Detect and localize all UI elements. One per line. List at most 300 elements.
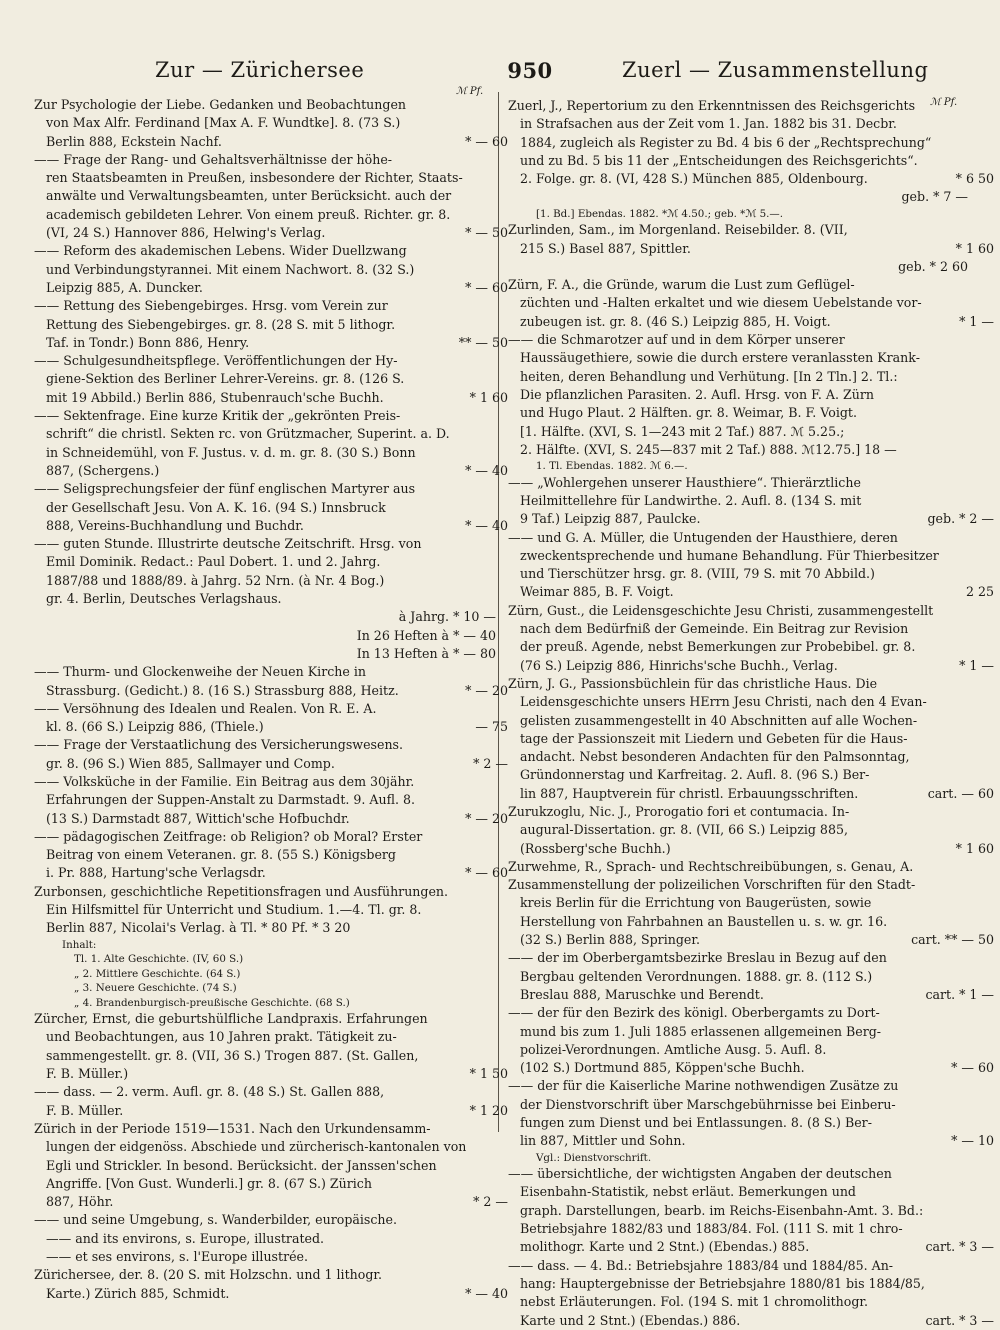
entry-line — [34, 682, 508, 700]
entry-text: Weimar 885, B. F. Voigt. — [520, 584, 674, 600]
entry-text: zweckentsprechende und humane Behandlung. Für Thierbesitzer — [520, 547, 939, 563]
entry-line — [34, 1248, 496, 1266]
entry-line — [508, 1151, 968, 1166]
entry-line — [508, 1183, 968, 1201]
currency-label-left: ℳ Pf. — [456, 86, 484, 97]
entry-text: Betriebsjahre 1882/83 und 1883/84. Fol. (111 S. mit 1 chro- — [520, 1221, 903, 1237]
entry-line — [508, 986, 994, 1004]
entry-line — [508, 1114, 968, 1132]
entry-text: Rettung des Siebengebirges. gr. 8. (28 S. mit 5 lithogr. — [46, 316, 396, 332]
entry-line — [508, 221, 968, 239]
entry-line — [34, 444, 496, 462]
entry-text: Berlin 888, Eckstein Nachf. — [46, 133, 222, 149]
entry-line — [34, 572, 496, 590]
entry-text: fungen zum Dienst und bei Entlassungen. 8. (8 S.) Ber- — [520, 1115, 872, 1131]
catalog-entry — [508, 1165, 994, 1256]
entry-text: —— Frage der Verstaatlichung des Versicherungswesens. — [34, 737, 404, 753]
entry-text: —— Reform des akademischen Lebens. Wider Duellzwang — [34, 243, 407, 259]
entry-text: Zürn, J. G., Passionsbüchlein für das christliche Haus. Die — [508, 675, 878, 691]
entry-line — [508, 766, 968, 784]
entry-text: der preuß. Agende, nebst Bemerkungen zur Probebibel. gr. 8. — [520, 639, 916, 655]
entry-text: Angriffe. [Von Gust. Wunderli.] gr. 8. (67 S.) Zürich — [46, 1175, 372, 1191]
entry-price: ** — 50 — [458, 334, 508, 350]
entry-line — [34, 1102, 508, 1120]
catalog-entry — [34, 1083, 508, 1120]
catalog-entry — [508, 97, 994, 207]
entry-price: * — 40 — [465, 517, 508, 533]
entry-text: Karte und 2 Stnt.) (Ebendas.) 886. — [520, 1312, 741, 1328]
entry-text: —— et ses environs, s. l'Europe illustrée. — [46, 1249, 309, 1265]
entry-line — [508, 97, 968, 115]
entry-text: Zürichersee, der. 8. (20 S. mit Holzschn. und 1 lithogr. — [34, 1267, 383, 1283]
entry-text: Breslau 888, Maruschke und Berendt. — [520, 986, 764, 1002]
entry-text: augural-Dissertation. gr. 8. (VII, 66 S.) Leipzig 885, — [520, 822, 848, 838]
entry-line — [34, 791, 496, 809]
entry-text: Eisenbahn-Statistik, nebst erläut. Bemerkungen und — [520, 1184, 856, 1200]
entry-line — [508, 459, 968, 474]
entry-line — [34, 1175, 496, 1193]
entry-line — [34, 1193, 508, 1211]
entry-line — [34, 1157, 496, 1175]
entry-text: graph. Darstellungen, bearb. im Reichs-Eisenbahn-Amt. 3. Bd.: — [520, 1202, 924, 1218]
catalog-entry — [508, 1004, 994, 1077]
entry-line — [508, 620, 968, 638]
entry-line — [508, 712, 968, 730]
entry-line — [34, 718, 508, 736]
entry-price: * 1 60 — [955, 240, 994, 256]
entry-line — [508, 188, 968, 206]
entry-line — [34, 700, 496, 718]
entry-line — [508, 510, 994, 528]
entry-line — [34, 187, 496, 205]
entry-text: à Jahrg. * 10 — — [398, 609, 496, 625]
entry-line — [34, 1138, 496, 1156]
entry-price: * 2 — — [473, 1194, 508, 1210]
entry-line — [508, 858, 968, 876]
entry-line — [508, 1023, 968, 1041]
entry-text: schrift“ die christl. Sekten rc. von Grützmacher, Superint. a. D. — [46, 426, 450, 442]
entry-line — [508, 152, 968, 170]
entry-text: giene-Sektion des Berliner Lehrer-Vereins. gr. 8. (126 S. — [46, 371, 405, 387]
entry-text: Beitrag von einem Veteranen. gr. 8. (55 S.) Königsberg — [46, 847, 396, 863]
header-left-title: Zur — Zürichersee — [155, 58, 365, 82]
entry-line — [34, 480, 496, 498]
entry-text: „ 2. Mittlere Geschichte. (64 S.) — [74, 967, 241, 980]
page-header — [30, 58, 970, 92]
entry-line — [34, 901, 496, 919]
entry-line — [34, 938, 496, 953]
entry-price: * 1 — — [959, 313, 994, 329]
entry-text: gelisten zusammengestellt in 40 Abschnitten auf alle Wochen- — [520, 712, 918, 728]
entry-text: polizei-Verordnungen. Amtliche Ausg. 5. Aufl. 8. — [520, 1041, 827, 1057]
entry-text: In 13 Heften à * — 80 — [356, 645, 496, 661]
entry-text: Zur Psychologie der Liebe. Gedanken und Beobachtungen — [34, 97, 407, 112]
entry-line — [508, 1096, 968, 1114]
entry-text: —— Sektenfrage. Eine kurze Kritik der „gekrönten Preis- — [34, 408, 401, 424]
entry-text: Zurukzoglu, Nic. J., Prorogatio fori et contumacia. In- — [508, 803, 850, 819]
entry-price: * 1 20 — [469, 1102, 508, 1118]
entry-price: * — 20 — [465, 810, 508, 826]
header-right-title: Zuerl — Zusammenstellung — [622, 58, 929, 82]
entry-text: Tl. 1. Alte Geschichte. (IV, 60 S.) — [74, 953, 244, 966]
entry-text: i. Pr. 888, Hartung'sche Verlagsdr. — [46, 865, 266, 881]
entry-text: sammengestellt. gr. 8. (VII, 36 S.) Trogen 887. (St. Gallen, — [46, 1047, 419, 1063]
entry-price: — 75 — [475, 719, 508, 735]
entry-line — [34, 407, 496, 425]
entry-line — [34, 1211, 496, 1229]
entry-price: cart. * 1 — — [925, 986, 994, 1002]
entry-text: —— die Schmarotzer auf und in dem Körper unserer — [508, 332, 845, 348]
entry-price: * 1 50 — [469, 1066, 508, 1082]
entry-text: und Hugo Plaut. 2 Hälften. gr. 8. Weimar, B. F. Voigt. — [520, 405, 857, 421]
entry-line — [508, 474, 968, 492]
entry-line — [34, 389, 508, 407]
entry-text: Zurwehme, R., Sprach- und Rechtschreibübungen, s. Genau, A. — [508, 858, 914, 874]
entry-text: Zürich in der Periode 1519—1531. Nach den Urkundensamm- — [34, 1120, 431, 1136]
entry-line — [508, 894, 968, 912]
entry-line — [508, 529, 968, 547]
entry-line — [508, 1293, 968, 1311]
entry-line — [508, 404, 968, 422]
entry-line — [508, 821, 968, 839]
entry-line — [508, 1312, 994, 1330]
entry-line — [34, 981, 496, 996]
entry-price: cart. * 3 — — [925, 1312, 994, 1328]
entry-line — [34, 169, 496, 187]
entry-text: F. B. Müller. — [46, 1102, 124, 1118]
entry-price: geb. * 2 — — [927, 511, 994, 527]
entry-text: —— Frage der Rang- und Gehaltsverhältnisse der höhe- — [34, 151, 393, 167]
entry-text: Zurlinden, Sam., im Morgenland. Reisebilder. 8. (VII, — [508, 222, 848, 238]
entry-text: —— and its environs, s. Europe, illustrated. — [46, 1230, 325, 1246]
entry-line — [508, 803, 968, 821]
entry-text: —— der im Oberbergamtsbezirke Breslau in Bezug auf den — [508, 950, 887, 966]
entry-text: 888, Vereins-Buchhandlung und Buchdr. — [46, 517, 304, 533]
entry-text: —— und G. A. Müller, die Untugenden der Hausthiere, deren — [508, 529, 898, 545]
entry-line — [508, 313, 994, 331]
entry-line — [34, 553, 496, 571]
page-number: 950 — [507, 58, 553, 83]
entry-text: Zürn, Gust., die Leidensgeschichte Jesu Christi, zusammengestellt — [508, 602, 934, 618]
entry-text: „ 3. Neuere Geschichte. (74 S.) — [74, 982, 237, 995]
entry-text: Berlin 887, Nicolai's Verlag. à Tl. * 80 Pf. * 3 20 — [46, 920, 351, 936]
entry-line — [508, 276, 968, 294]
entry-line — [34, 1010, 496, 1028]
entry-line — [508, 1059, 994, 1077]
catalog-entry — [34, 1211, 496, 1266]
entry-text: Karte.) Zürich 885, Schmidt. — [46, 1285, 230, 1301]
entry-line — [34, 352, 496, 370]
catalog-entry — [34, 96, 508, 151]
entry-text: —— der für den Bezirk des königl. Oberbergamts zu Dort- — [508, 1005, 880, 1021]
entry-line — [34, 1028, 496, 1046]
entry-text: Heilmittellehre für Landwirthe. 2. Aufl. 8. (134 S. mit — [520, 492, 862, 508]
entry-line — [508, 1132, 994, 1150]
catalog-note — [34, 938, 496, 1011]
entry-text: andacht. Nebst besonderen Andachten für den Palmsonntag, — [520, 749, 910, 765]
entry-text: mit 19 Abbild.) Berlin 886, Stubenrauch'sche Buchh. — [46, 389, 384, 405]
entry-line — [508, 730, 968, 748]
entry-line — [34, 883, 496, 901]
entry-line — [34, 242, 496, 260]
catalog-entry — [508, 331, 968, 459]
entry-text: Zurbonsen, geschichtliche Repetitionsfragen und Ausführungen. — [34, 883, 449, 899]
entry-text: 887, (Schergens.) — [46, 462, 160, 478]
entry-text: —— „Wohlergehen unserer Hausthiere“. Thierärztliche — [508, 474, 861, 490]
entry-text: Strassburg. (Gedicht.) 8. (16 S.) Strassburg 888, Heitz. — [46, 682, 399, 698]
catalog-entry — [34, 297, 508, 352]
entry-text: Zusammenstellung der polizeilichen Vorschriften für den Stadt- — [508, 877, 916, 893]
catalog-entry — [508, 221, 994, 276]
entry-line — [34, 499, 496, 517]
entry-line — [34, 967, 496, 982]
entry-line — [508, 207, 968, 222]
catalog-entry — [34, 407, 508, 480]
entry-text: 1. Tl. Ebendas. 1882. ℳ 6.—. — [536, 460, 688, 473]
entry-price: * — 60 — [951, 1060, 994, 1076]
catalog-entry — [34, 663, 508, 700]
entry-price: * 1 60 — [469, 389, 508, 405]
entry-text: und zu Bd. 5 bis 11 der „Entscheidungen des Reichsgerichts“. — [520, 152, 918, 168]
entry-line — [508, 368, 968, 386]
entry-line — [34, 736, 496, 754]
entry-price: cart. ** — 50 — [911, 932, 994, 948]
entry-line — [508, 876, 968, 894]
entry-text: Vgl.: Dienstvorschrift. — [536, 1151, 652, 1164]
entry-text: [1. Bd.] Ebendas. 1882. *ℳ 4.50.; geb. *ℳ 5.—. — [536, 207, 784, 220]
entry-price: * 2 — — [473, 755, 508, 771]
entry-line — [508, 785, 994, 803]
entry-text: geb. * 7 — — [901, 189, 968, 205]
entry-line — [508, 565, 968, 583]
left-column — [34, 96, 508, 1303]
entry-line — [34, 773, 496, 791]
entry-text: lin 887, Hauptverein für christl. Erbauungsschriften. — [520, 785, 859, 801]
entry-text: molithogr. Karte und 2 Stnt.) (Ebendas.) 885. — [520, 1239, 810, 1255]
catalog-entry — [34, 1010, 508, 1083]
entry-text: (76 S.) Leipzig 886, Hinrichs'sche Buchh., Verlag. — [520, 657, 838, 673]
entry-price: * 1 60 — [955, 840, 994, 856]
catalog-note — [508, 459, 968, 474]
entry-text: 1887/88 und 1888/89. à Jahrg. 52 Nrn. (à Nr. 4 Bog.) — [46, 572, 385, 588]
entry-line — [34, 96, 496, 114]
catalog-note — [508, 1151, 968, 1166]
entry-line — [34, 952, 496, 967]
entry-text: —— Schulgesundheitspflege. Veröffentlichungen der Hy- — [34, 353, 398, 369]
entry-text: —— Rettung des Siebengebirges. Hrsg. vom Verein zur — [34, 298, 388, 314]
entry-text: 887, Höhr. — [46, 1194, 114, 1210]
entry-text: in Schneidemühl, von F. Justus. v. d. m. gr. 8. (30 S.) Bonn — [46, 444, 416, 460]
entry-text: Zuerl, J., Repertorium zu den Erkenntnissen des Reichsgerichts — [508, 98, 916, 113]
entry-line — [508, 638, 968, 656]
catalog-entry — [508, 1077, 994, 1150]
catalog-entry — [34, 828, 508, 883]
entry-line — [508, 170, 994, 188]
entry-line — [34, 590, 496, 608]
entry-price: * — 40 — [465, 462, 508, 478]
entry-text: züchten und -Halten erkaltet und wie diesem Uebelstande vor- — [520, 295, 922, 311]
entry-text: —— dass. — 2. verm. Aufl. gr. 8. (48 S.) St. Gallen 888, — [34, 1084, 385, 1100]
entry-price: cart. — 60 — [927, 785, 994, 801]
entry-text: (13 S.) Darmstadt 887, Wittich'sche Hofbuchdr. — [46, 810, 350, 826]
entry-text: —— Versöhnung des Idealen und Realen. Von R. E. A. — [34, 700, 377, 716]
entry-text: in Strafsachen aus der Zeit vom 1. Jan. 1882 bis 31. Decbr. — [520, 116, 897, 132]
entry-line — [34, 996, 496, 1011]
entry-text: Ein Hilfsmittel für Unterricht und Studium. 1.—4. Tl. gr. 8. — [46, 902, 422, 918]
catalog-entry — [508, 529, 994, 602]
entry-text: Egli und Strickler. In besond. Berücksicht. der Janssen'schen — [46, 1157, 437, 1173]
entry-line — [34, 261, 496, 279]
entry-line — [34, 1120, 496, 1138]
entry-text: 215 S.) Basel 887, Spittler. — [520, 240, 691, 256]
entry-line — [34, 133, 508, 151]
entry-price: * 1 — — [959, 657, 994, 673]
entry-line — [508, 1202, 968, 1220]
entry-text: —— der für die Kaiserliche Marine nothwendigen Zusätze zu — [508, 1078, 899, 1094]
entry-line — [34, 535, 496, 553]
entry-text: und Beobachtungen, aus 10 Jahren prakt. Tätigkeit zu- — [46, 1029, 397, 1045]
entry-line — [508, 349, 968, 367]
entry-text: kreis Berlin für die Errichtung von Baugerüsten, sowie — [520, 895, 872, 911]
entry-price: * — 60 — [465, 865, 508, 881]
catalog-entry — [34, 1120, 508, 1211]
entry-text: und Tierschützer hrsg. gr. 8. (VIII, 79 S. mit 70 Abbild.) — [520, 566, 875, 582]
entry-line — [34, 1285, 508, 1303]
entry-text: hang: Hauptergebnisse der Betriebsjahre 1880/81 bis 1884/85, — [520, 1275, 925, 1291]
entry-line — [34, 151, 496, 169]
entry-price: * — 60 — [465, 133, 508, 149]
entry-text: zubeugen ist. gr. 8. (46 S.) Leipzig 885, H. Voigt. — [520, 313, 831, 329]
entry-line — [34, 462, 508, 480]
entry-text: In 26 Heften à * — 40 — [356, 627, 496, 643]
entry-line — [508, 1257, 968, 1275]
catalog-entry — [34, 700, 508, 737]
catalog-entry — [34, 151, 508, 242]
entry-text: (VI, 24 S.) Hannover 886, Helwing's Verlag. — [46, 225, 326, 241]
entry-text: academisch gebildeten Lehrer. Von einem preuß. Richter. gr. 8. — [46, 206, 451, 222]
catalog-entry — [508, 1257, 994, 1330]
entry-line — [34, 206, 496, 224]
currency-label-right: ℳ Pf. — [930, 97, 958, 108]
entry-line — [508, 331, 968, 349]
entry-line — [508, 492, 968, 510]
entry-line — [34, 297, 496, 315]
entry-line — [34, 755, 508, 773]
entry-text: F. B. Müller.) — [46, 1066, 129, 1082]
catalog-entry — [508, 949, 994, 1004]
entry-text: nach dem Bedürfniß der Gemeinde. Ein Beitrag zur Revision — [520, 621, 909, 637]
catalog-entry — [508, 858, 968, 876]
entry-line — [508, 423, 968, 441]
entry-line — [34, 1230, 496, 1248]
entry-line — [508, 441, 968, 459]
entry-line — [34, 425, 496, 443]
entry-line — [508, 913, 968, 931]
entry-line — [34, 645, 496, 663]
entry-line — [508, 1077, 968, 1095]
entry-text: gr. 8. (96 S.) Wien 885, Sallmayer und Comp. — [46, 755, 335, 771]
entry-text: Taf. in Tondr.) Bonn 886, Henry. — [46, 334, 250, 350]
entry-line — [34, 627, 496, 645]
column-divider — [498, 92, 499, 1132]
entry-line — [34, 1266, 496, 1284]
entry-line — [34, 608, 496, 626]
entry-text: 2. Hälfte. (XVI, S. 245—837 mit 2 Taf.) 888. ℳ12.75.] 18 — — [520, 441, 897, 457]
catalog-note — [508, 207, 968, 222]
catalog-entry — [508, 803, 994, 858]
entry-text: Gründonnerstag und Karfreitag. 2. Aufl. 8. (96 S.) Ber- — [520, 767, 870, 783]
entry-text: Die pflanzlichen Parasiten. 2. Aufl. Hrsg. von F. A. Zürn — [520, 386, 875, 402]
entry-line — [34, 1065, 508, 1083]
entry-line — [508, 693, 968, 711]
entry-line — [508, 968, 968, 986]
entry-line — [34, 334, 508, 352]
entry-line — [508, 1165, 968, 1183]
entry-price: * — 20 — [465, 682, 508, 698]
entry-text: mund bis zum 1. Juli 1885 erlassenen allgemeinen Berg- — [520, 1023, 882, 1039]
entry-text: (102 S.) Dortmund 885, Köppen'sche Buchh. — [520, 1060, 805, 1076]
entry-line — [508, 1041, 968, 1059]
entry-line — [508, 602, 968, 620]
entry-line — [508, 748, 968, 766]
catalog-entry — [34, 535, 496, 663]
entry-line — [508, 583, 994, 601]
entry-line — [34, 224, 508, 242]
entry-line — [508, 949, 968, 967]
entry-price: * — 60 — [465, 279, 508, 295]
entry-text: —— und seine Umgebung, s. Wanderbilder, europäische. — [34, 1212, 398, 1228]
entry-line — [508, 115, 968, 133]
entry-text: der Dienstvorschrift über Marschgebührnisse bei Einberu- — [520, 1096, 896, 1112]
entry-text: —— guten Stunde. Illustrirte deutsche Zeitschrift. Hrsg. von — [34, 536, 422, 552]
entry-text: geb. * 2 60 — [898, 258, 968, 274]
entry-line — [34, 919, 496, 937]
entry-text: Leipzig 885, A. Duncker. — [46, 279, 203, 295]
entry-text: Emil Dominik. Redact.: Paul Dobert. 1. und 2. Jahrg. — [46, 554, 381, 570]
catalog-entry — [34, 480, 508, 535]
entry-line — [508, 134, 968, 152]
entry-text: —— pädagogischen Zeitfrage: ob Religion? ob Moral? Erster — [34, 828, 423, 844]
entry-text: Herstellung von Fahrbahnen an Baustellen u. s. w. gr. 16. — [520, 913, 888, 929]
entry-text: lin 887, Mittler und Sohn. — [520, 1133, 686, 1149]
catalog-entry — [508, 602, 994, 675]
entry-line — [34, 1083, 496, 1101]
entry-line — [34, 279, 508, 297]
entry-line — [508, 657, 994, 675]
catalog-entry — [34, 773, 508, 828]
entry-text: (Rossberg'sche Buchh.) — [520, 840, 671, 856]
entry-price: * — 40 — [465, 1285, 508, 1301]
entry-text: Haussäugethiere, sowie die durch erstere veranlassten Krank- — [520, 350, 920, 366]
entry-text: —— Thurm- und Glockenweihe der Neuen Kirche in — [34, 664, 366, 680]
entry-text: Inhalt: — [62, 938, 97, 951]
entry-text: heiten, deren Behandlung und Verhütung. [In 2 Tln.] 2. Tl.: — [520, 368, 898, 384]
catalog-entry — [508, 876, 994, 949]
catalog-entry — [34, 242, 508, 297]
entry-price: * — 10 — [951, 1133, 994, 1149]
entry-text: Leidensgeschichte unsers HErrn Jesu Christi, nach den 4 Evan- — [520, 694, 927, 710]
entry-line — [34, 114, 496, 132]
entry-price: cart. * 3 — — [925, 1239, 994, 1255]
entry-text: ren Staatsbeamten in Preußen, insbesondere der Richter, Staats- — [46, 170, 463, 186]
entry-text: gr. 4. Berlin, Deutsches Verlagshaus. — [46, 591, 282, 607]
entry-line — [34, 370, 496, 388]
entry-text: 9 Taf.) Leipzig 887, Paulcke. — [520, 511, 701, 527]
entry-text: (32 S.) Berlin 888, Springer. — [520, 932, 700, 948]
entry-line — [508, 931, 994, 949]
entry-line — [34, 1047, 496, 1065]
entry-text: Erfahrungen der Suppen-Anstalt zu Darmstadt. 9. Aufl. 8. — [46, 792, 416, 808]
